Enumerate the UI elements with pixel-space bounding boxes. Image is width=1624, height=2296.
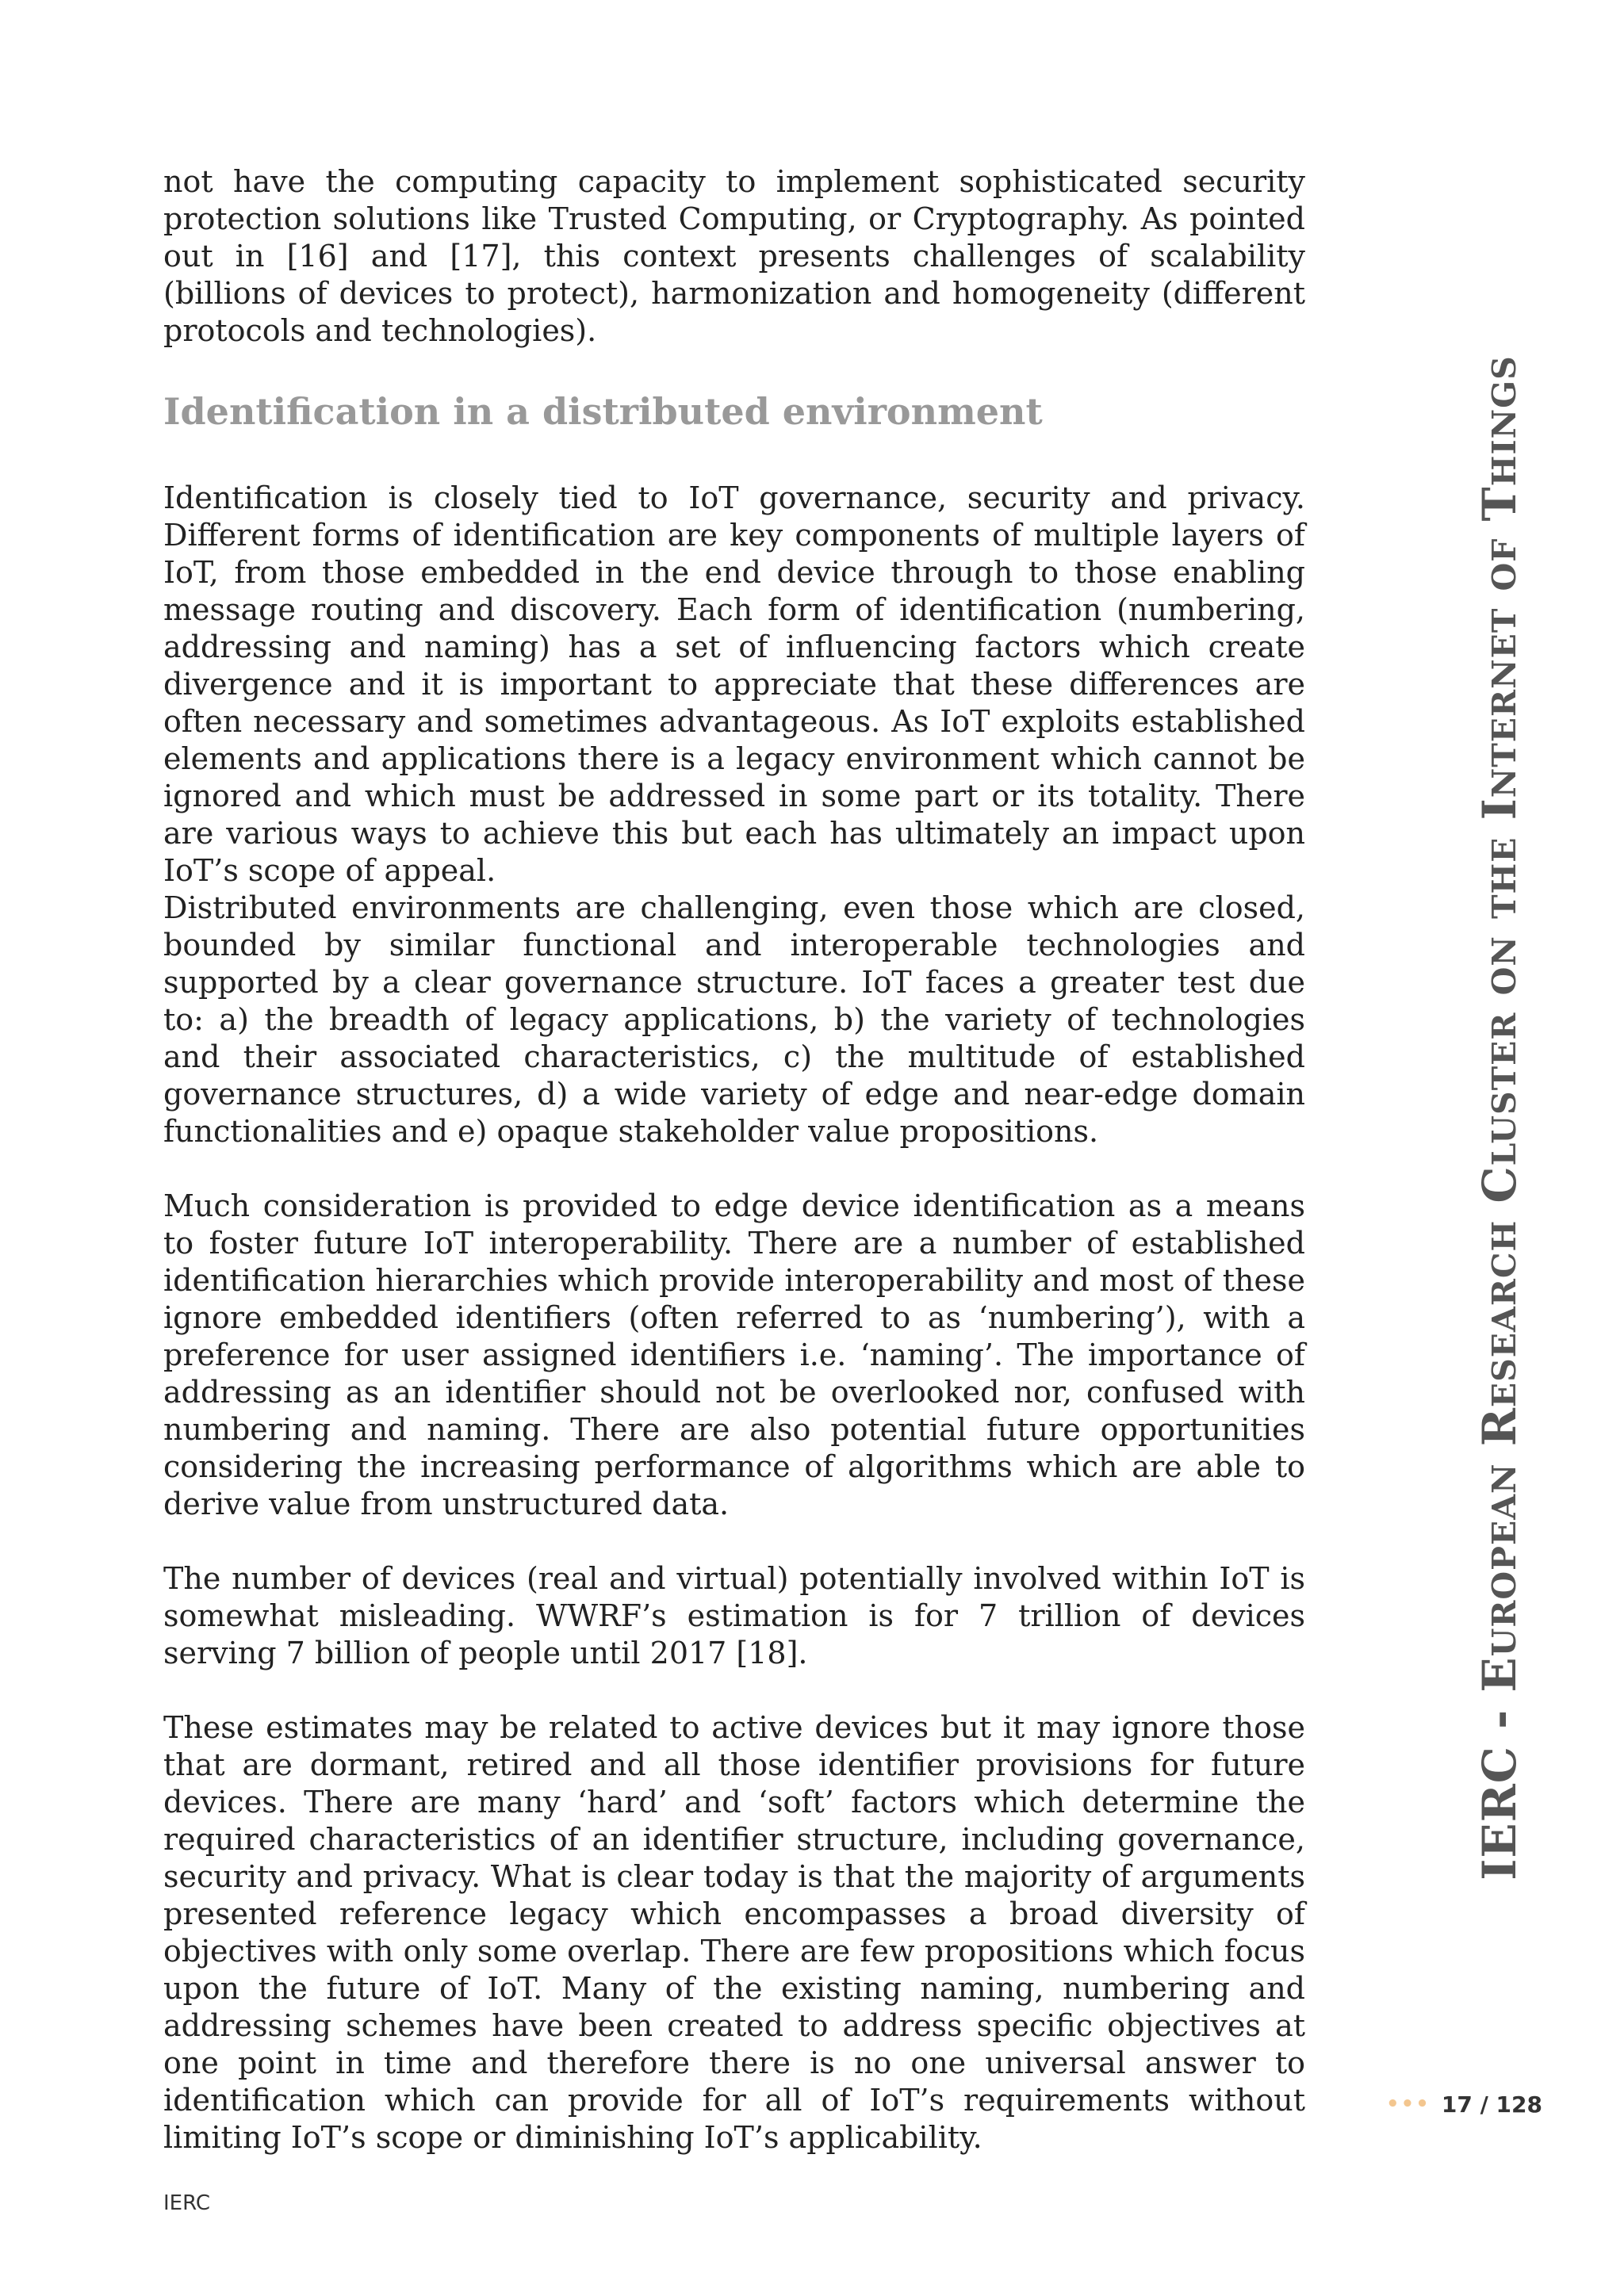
paragraph-spacer [163, 1672, 1305, 1709]
body-paragraph-4: The number of devices (real and virtual) potentially involved within IoT is somewhat misleading. WWRF’s estimation is for 7 trillion of devices serving 7 billion of people until 2017 [18]. [163, 1561, 1305, 1670]
body-paragraph-5: These estimates may be related to active devices but it may ignore those that are dormant, retired and all those identifier provisions for future devices. There are many ‘hard’ and ‘soft’ factors which determine the required characteristics of an identifier structure, including governance, security and privacy. What is clear today is that the majority of arguments presented reference legacy which encompasses a broad diversity of objectives with only some overlap. There are few propositions which focus upon the future of IoT. Many of the existing naming, numbering and addressing schemes have been created to address specific objectives at one point in time and therefore there is no one universal answer to identification which can provide for all of IoT’s requirements without limiting IoT’s scope or diminishing IoT’s applicability. [163, 1710, 1305, 2155]
paragraph-spacer [163, 1150, 1305, 1188]
section-heading: Identification in a distributed environment [163, 390, 1043, 433]
page-number [1386, 2088, 1542, 2120]
footer-label: IERC [163, 2191, 211, 2215]
body-paragraph-2: Distributed environments are challenging, even those which are closed, bounded by similar functional and interoperable technologies and supported by a clear governance structure. IoT faces a greater test due to: a) the breadth of legacy applications, b) the variety of technologies and their associated characteristics, c) the multitude of established governance structures, d) a wide variety of edge and near-edge domain functionalities and e) opaque stakeholder value propositions. [163, 890, 1305, 1149]
body-paragraph-3: Much consideration is provided to edge device identification as a means to foster future IoT interoperability. There are a number of established identification hierarchies which provide interoperability and most of these ignore embedded identifiers (often referred to as ‘numbering’), with a preference for user assigned identifiers i.e. ‘naming’. The importance of addressing as an identifier should not be overlooked nor, confused with numbering and naming. There are also potential future opportunities considering the increasing performance of algorithms which are able to derive value from unstructured data. [163, 1188, 1305, 1521]
page-number-text: 17 / 128 [1441, 2091, 1542, 2118]
body-paragraph-1: Identification is closely tied to IoT governance, security and privacy. Different forms of identification are key components of multiple layers of IoT, from those embedded in the end device through to those enabling message routing and discovery. Each form of identification (numbering, addressing and naming) has a set of influencing factors which create divergence and it is important to appreciate that these differences are often necessary and sometimes advantageous. As IoT exploits established elements and applications there is a legacy environment which cannot be ignored and which must be addressed in some part or its totality. There are various ways to achieve this but each has ultimately an impact upon IoT’s scope of appeal. [163, 480, 1305, 888]
sidebar-title-text: IERC - European Research Cluster on the Internet of Things [1473, 355, 1526, 1881]
main-content [163, 163, 1305, 2156]
paragraph-spacer [163, 1523, 1305, 1560]
page-dots-icon: ••• [1386, 2092, 1431, 2116]
sidebar-title [1456, 317, 1543, 1919]
intro-paragraph: not have the computing capacity to implement sophisticated security protection solutions like Trusted Computing, or Cryptography. As pointed out in [16] and [17], this context presents challenges of scalability (billions of devices to protect), harmonization and homogeneity (different protocols and technologies). [163, 164, 1305, 348]
